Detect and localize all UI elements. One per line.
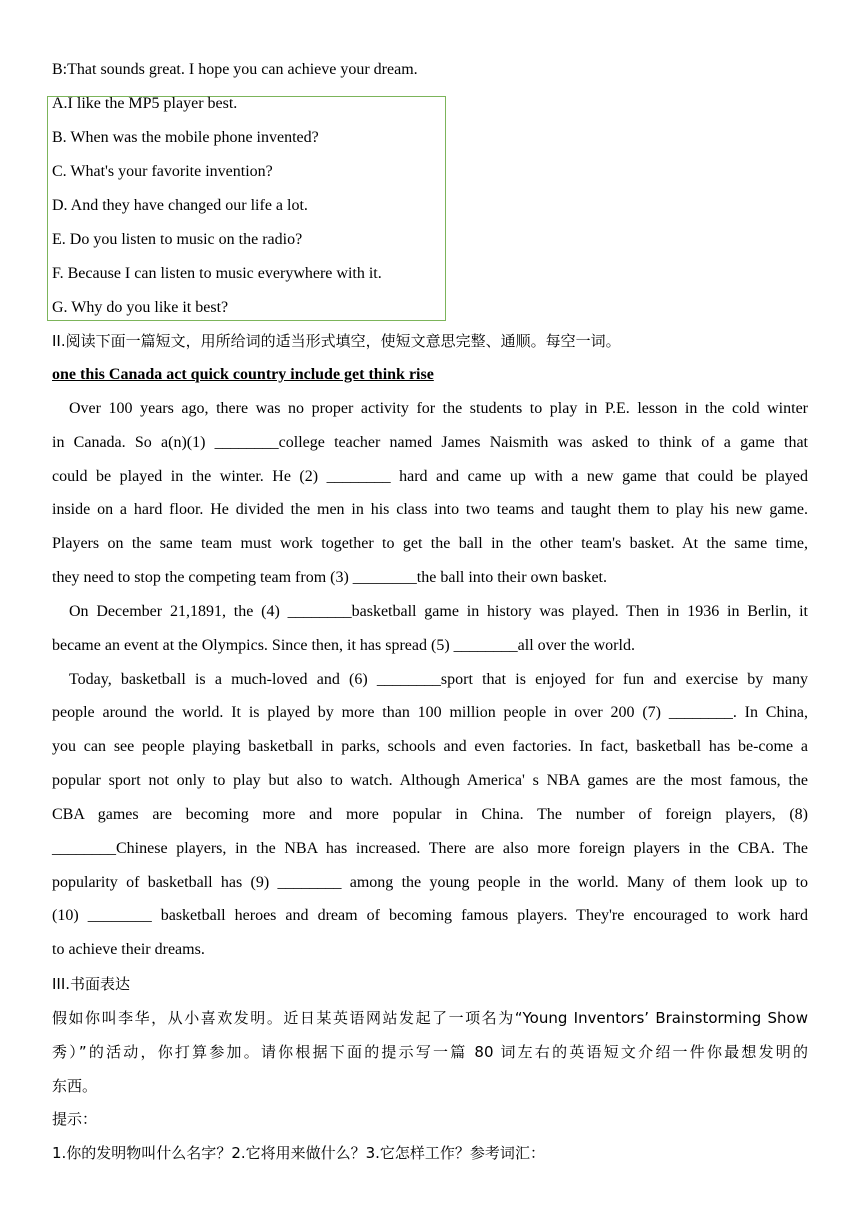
passage-line: popularity of basketball has (9) ________ among the young people in the world. Many of them look up to <box>52 874 808 891</box>
passage-line: Over 100 years ago, there was no proper activity for the students to play in P.E. lesson in the cold winter <box>69 400 808 417</box>
writing-prompt-line: 秀）”的活动，你打算参加。请你根据下面的提示写一篇 80 词左右的英语短文介绍一件你最想发明的 <box>52 1043 808 1061</box>
option-g: G. Why do you like it best? <box>52 299 229 316</box>
option-b: B. When was the mobile phone invented? <box>52 129 319 146</box>
option-d: D. And they have changed our life a lot. <box>52 197 308 214</box>
passage-line: Players on the same team must work together to get the ball in the other team's basket. At the same time, <box>52 535 808 552</box>
option-c: C. What's your favorite invention? <box>52 163 273 180</box>
passage-line: Today, basketball is a much-loved and (6) ________sport that is enjoyed for fun and exercise by many <box>69 671 808 688</box>
passage-line: they need to stop the competing team from (3) ________the ball into their own basket. <box>52 569 607 586</box>
writing-prompt-line: 假如你叫李华，从小喜欢发明。近日某英语网站发起了一项名为“Young Inventors’ Brainstorming Show <box>52 1009 808 1027</box>
passage-line: became an event at the Olympics. Since then, it has spread (5) ________all over the world. <box>52 637 635 654</box>
dialogue-line: B:That sounds great. I hope you can achieve your dream. <box>52 61 418 78</box>
option-e: E. Do you listen to music on the radio? <box>52 231 303 248</box>
writing-prompt-line: 东西。 <box>52 1077 98 1095</box>
passage-line: popular sport not only to play but also to watch. Although America' s NBA games are the most famous, the <box>52 772 808 789</box>
hint-label: 提示： <box>52 1110 98 1128</box>
hint-items: 1.你的发明物叫什么名字？2.它将用来做什么？3.它怎样工作？参考词汇： <box>52 1144 545 1162</box>
passage-line: inside on a hard floor. He divided the men in his class into two teams and taught them to play his new game. <box>52 501 808 518</box>
section-2-heading: II.阅读下面一篇短文，用所给词的适当形式填空，使短文意思完整、通顺。每空一词。 <box>52 332 621 350</box>
passage-line: people around the world. It is played by more than 100 million people in over 200 (7) ________. In China, <box>52 704 808 721</box>
passage-line: you can see people playing basketball in parks, schools and even factories. In fact, basketball has be-come a <box>52 738 808 755</box>
passage-line: could be played in the winter. He (2) ________ hard and came up with a new game that could be played <box>52 468 808 485</box>
option-a: A.I like the MP5 player best. <box>52 95 238 112</box>
passage-line: in Canada. So a(n)(1) ________college teacher named James Naismith was asked to think of a game that <box>52 434 808 451</box>
option-f: F. Because I can listen to music everywhere with it. <box>52 265 382 282</box>
passage-line: On December 21,1891, the (4) ________basketball game in history was played. Then in 1936 in Berlin, it <box>69 603 808 620</box>
passage-line: to achieve their dreams. <box>52 941 205 958</box>
passage-line: (10) ________ basketball heroes and dream of becoming famous players. They're encouraged to work hard <box>52 907 808 924</box>
section-3-heading: III.书面表达 <box>52 975 131 993</box>
word-bank: one this Canada act quick country include get think rise <box>52 366 434 383</box>
passage-line: CBA games are becoming more and more popular in China. The number of foreign players, (8) <box>52 806 808 823</box>
passage-line: ________Chinese players, in the NBA has increased. There are also more foreign players in the CBA. The <box>52 840 808 857</box>
